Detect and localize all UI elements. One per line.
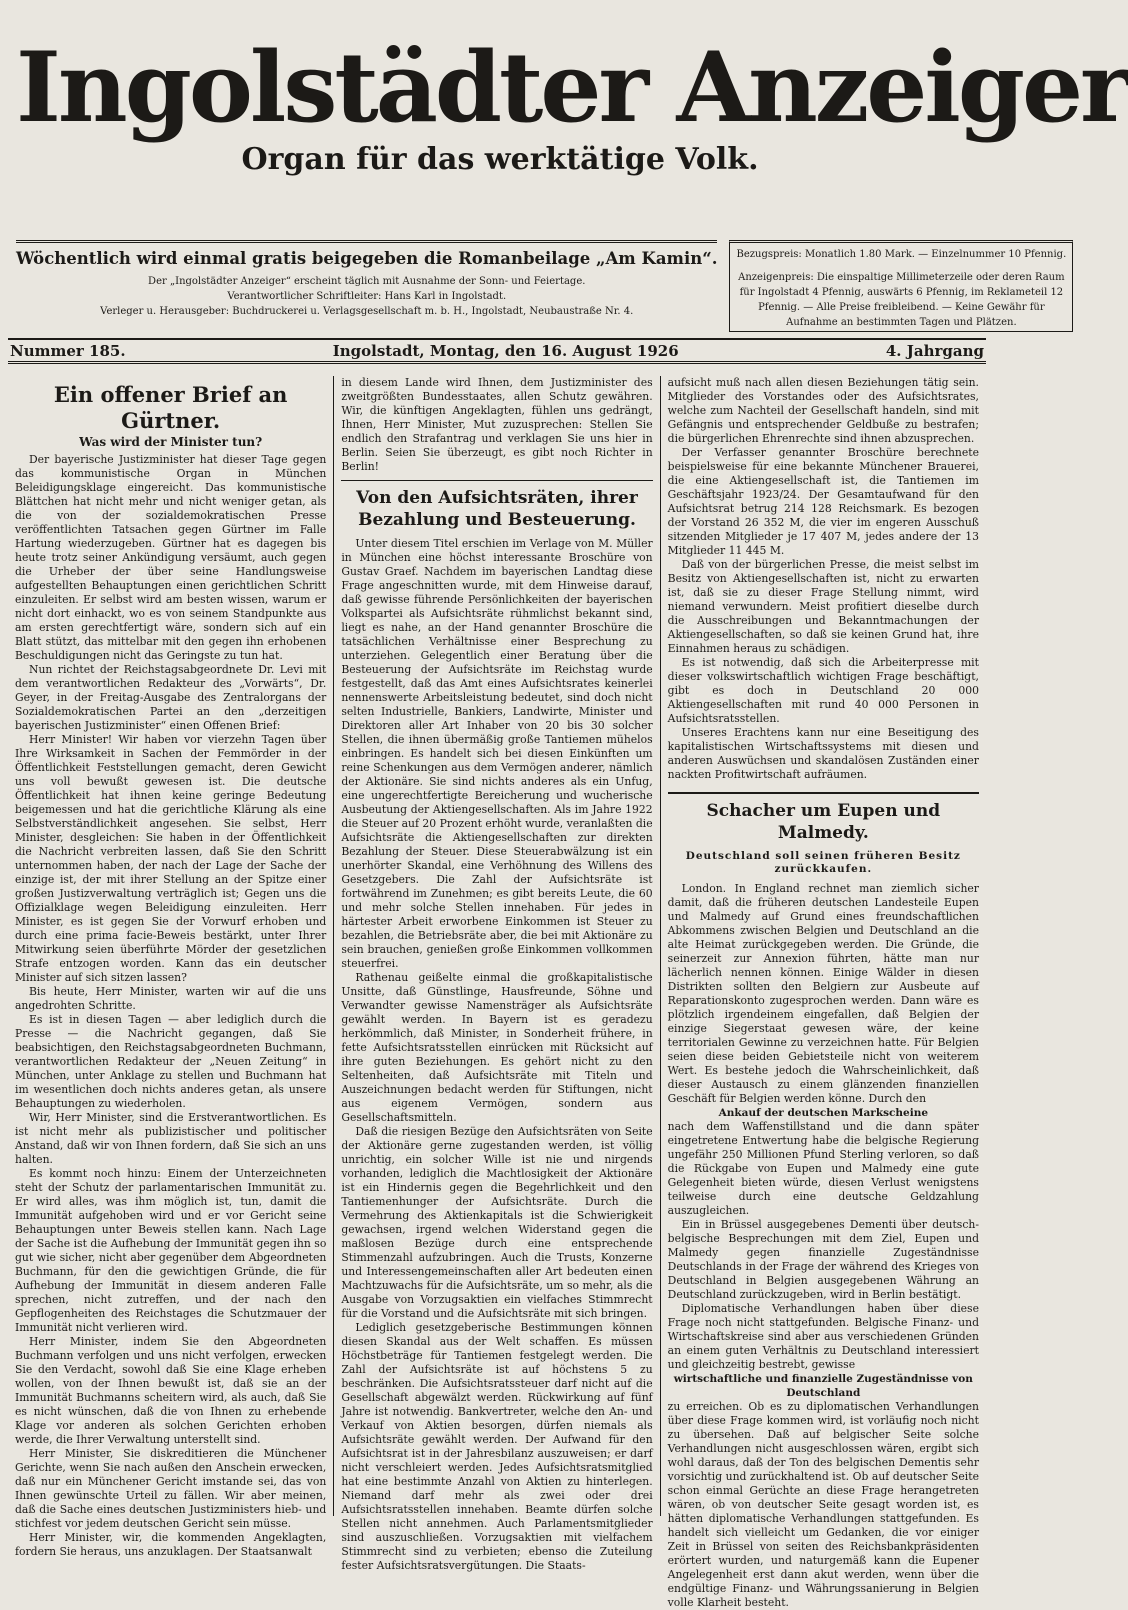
paragraph: Es ist notwendig, daß sich die Arbeiterpresse mit dieser volkswirtschaftlich wichtigen Frage beschäftigt, gibt es doch in Deutschland 20 000 Aktiengesellschaften mit rund 40 000 Personen in Aufsichtsratsstellen. <box>667 656 979 725</box>
editor-line: Verantwortlicher Schriftleiter: Hans Karl in Ingolstadt. <box>227 291 507 302</box>
paragraph: in diesem Lande wird Ihnen, dem Justizminister des zweitgrößten Bundesstaates, allen Schutz gewähren. Wir, die künftigen Angeklagten, fühlen uns gedrängt, Ihnen, Herr Minister, Mut zuzusprechen: Stellen Sie endlich den Strafantrag und verklagen Sie uns hier in Berlin. Seien Sie überzeugt, es gibt noch Richter in Berlin! <box>341 376 653 473</box>
issue-number: Nummer 185. <box>10 341 126 360</box>
column-3 <box>660 376 986 1609</box>
masthead <box>16 31 1128 177</box>
publisher-line: Verleger u. Herausgeber: Buchdruckerei u. Verlagsgesellschaft m. b. H., Ingolstadt, Neubaustraße Nr. 4. <box>100 306 634 317</box>
article-subhead: Was wird der Minister tun? <box>79 435 263 449</box>
info-row <box>16 240 1067 332</box>
divider <box>668 792 979 794</box>
column-2 <box>333 376 659 1572</box>
paragraph: Nun richtet der Reichstagsabgeordnete Dr. Levi mit dem verantwortlichen Redakteur des „Vorwärts“, Dr. Geyer, in der Freitag-Ausgabe des Zentralorgans der Sozialdemokratischen Partei an den „derzeitigen bayerischen Justizminister“ einen Offenen Brief: <box>15 663 327 732</box>
paragraph: Ein in Brüssel ausgegebenes Dementi über deutsch-belgische Besprechungen mit dem Ziel, Eupen und Malmedy gegen finanzielle Zugeständnisse Deutschlands in der Frage der während des Krieges von Deutschland in Belgien ausgegebenen Währung an Deutschland zurückzugeben, wird in Berlin bestätigt. <box>667 1218 979 1301</box>
publication-schedule: Der „Ingolstädter Anzeiger“ erscheint täglich mit Ausnahme der Sonn- und Feiertage. <box>148 276 586 287</box>
paragraph: Unseres Erachtens kann nur eine Beseitigung des kapitalistischen Wirtschaftssystems mit diesen und anderen Auswüchsen und skandalösen Zuständen einer nackten Profitwirtschaft aufräumen. <box>667 726 979 781</box>
issue-date: Ingolstadt, Montag, den 16. August 1926 <box>332 341 679 360</box>
paragraph: Herr Minister, indem Sie den Abgeordneten Buchmann verfolgen und uns nicht verfolgen, erwecken Sie den Verdacht, sowohl daß Sie eine Klage erheben wollen, von der Ihnen bewußt ist, daß sie an der Immunität Buchmanns scheitern wird, als auch, daß Sie es nicht wünschen, daß die von Ihnen zu erhebende Klage vor anderen als solchen Gerichten erhoben werde, die Ihrer Verwaltung unterstellt sind. <box>15 1335 327 1446</box>
dateline <box>8 338 986 364</box>
masthead-subtitle: Organ für das werktätige Volk. <box>241 142 759 177</box>
paragraph: Rathenau geißelte einmal die großkapitalistische Unsitte, daß Günstlinge, Hausfreunde, Söhne und Verwandter gewisse Namensträger als Aufsichtsräte gewählt werden. In Bayern ist es geradezu herkömmlich, daß Minister, in Sonderheit frühere, in fette Aufsichtsratsstellen einrücken mit Rücksicht auf ihre guten Beziehungen. Es gehört nicht zu den Seltenheiten, daß Aufsichtsräte mit Titeln und Auszeichnungen bedacht werden für Stiftungen, nicht aus eigenem Vermögen, sondern aus Gesellschaftsmitteln. <box>341 971 653 1124</box>
paragraph: Lediglich gesetzgeberische Bestimmungen können diesen Skandal aus der Welt schaffen. Es müssen Höchstbeträge für Tantiemen festgelegt werden. Die Zahl der Aufsichtsräte ist auf höchstens 5 zu beschränken. Die Aufsichtsratssteuer darf nicht auf die Gesellschaft abgewälzt werden. Rückwirkung auf fünf Jahre ist notwendig. Bankvertreter, welche den An- und Verkauf von Aktien besorgen, dürfen niemals als Aufsichtsräte gewählt werden. Der Aufwand für den Aufsichtsrat ist in der Jahresbilanz auszuweisen; er darf nicht verschleiert werden. Jedes Aufsichtsratsmitglied hat eine bestimmte Anzahl von Aktien zu hinterlegen. Niemand darf mehr als zwei oder drei Aufsichtsratsstellen innehaben. Beamte dürfen solche Stellen nicht annehmen. Auch Parlamentsmitglieder sind auszuschließen. Vorzugsaktien mit vielfachem Stimmrecht sind zu verbieten; ebenso die Zuteilung fester Aufsichtsratsvergütungen. Die Staats- <box>341 1321 653 1572</box>
volume-number: 4. Jahrgang <box>885 341 984 360</box>
paragraph: Herr Minister, Sie diskreditieren die Münchener Gerichte, wenn Sie nach außen den Anschein erwecken, daß nur ein Münchener Gericht imstande sei, das von Ihnen gewünschte Urteil zu fällen. Wir aber meinen, daß die Sache eines deutschen Justizministers hieb- und stichfest vor jedem deutschen Gericht sein müsse. <box>15 1447 327 1530</box>
paragraph: Der bayerische Justizminister hat dieser Tage gegen das kommunistische Organ in München Beleidigungsklage eingereicht. Das kommunistische Blättchen hat nicht mehr und nicht weniger getan, als die von der sozialdemokratischen Presse veröffentlichten Tatsachen gegen Gürtner im Falle Hartung wiederzugeben. Gürtner hat es dagegen bis heute trotz seiner Ankündigung versäumt, auch gegen die Urheber der über seine Handlungsweise aufgestellten Behauptungen einen gerichtlichen Schritt einzuleiten. Er selbst wird am besten wissen, warum er nicht dort einhackt, wo es von seinem Standpunkte aus am ersten gerechtfertigt wäre, sondern sich auf ein Blatt stützt, das mittelbar mit den gegen ihn erhobenen Beschuldigungen nicht das Geringste zu tun hat. <box>15 453 327 662</box>
divider <box>341 480 652 481</box>
article-headline-open-letter: Ein offener Brief an Gürtner. <box>53 382 288 433</box>
paragraph: Daß die riesigen Bezüge den Aufsichtsräten von Seite der Aktionäre gerne zugestanden werden, ist völlig unrichtig, ein solcher Wille ist nie und nirgends vorhanden, lediglich die Machtlosigkeit der Aktionäre ist ein Hindernis gegen die Begehrlichkeit und den Tantiemenhunger der Aufsichtsräte. Durch die Vermehrung des Aktienkapitals ist die Schwierigkeit gewachsen, irgend welchen Widerstand gegen die maßlosen Bezüge durch eine entsprechende Stimmenzahl aufzubringen. Auch die Trusts, Konzerne und Interessengemeinschaften aller Art bedeuten einen Machtzuwachs für die Aufsichtsräte, um so mehr, als die Ausgabe von Vorzugsaktien ein vielfaches Stimmrecht für die Vorstand und die Aufsichtsräte mit sich bringen. <box>341 1125 653 1320</box>
publisher-info <box>16 240 717 332</box>
paragraph: Unter diesem Titel erschien im Verlage von M. Müller in München eine höchst interessante Broschüre von Gustav Graef. Nachdem im bayerischen Landtag diese Frage angeschnitten wurde, mit dem Hinweise darauf, daß gewisse führende Persönlichkeiten der bayerischen Volkspartei als Aufsichtsräte rühmlichst bekannt sind, liegt es nahe, an der Hand genannter Broschüre die tatsächlichen Verhältnisse einer Besprechung zu unterziehen. Gelegentlich einer Beratung über die Besteuerung der Aufsichtsräte im Reichstag wurde festgestellt, daß das Amt eines Aufsichtsrates keinerlei nennenswerte Arbeitsleistung bedeutet, sind doch nicht selten Industrielle, Bankiers, Landwirte, Minister und Direktoren aller Art Inhaber von 20 bis 30 solcher Stellen, die ihnen übermäßig große Tantiemen mühelos einbringen. Es handelt sich bei diesen Einkünften um reine Schenkungen aus dem Vermögen anderer, nämlich der Aktionäre. Sie sind nichts anderes als ein Unfug, eine ungerechtfertigte Bereicherung und wucherische Ausbeutung der Aktiengesellschaften. Als im Jahre 1922 die Steuer auf 20 Prozent erhöht wurde, veranlaßten die Aufsichtsräte die Aktiengesellschaften zur direkten Bezahlung der Steuer. Diese Steuerabwälzung ist ein unerhörter Skandal, eine Verhöhnung des Willens des Gesetzgebers. Die Zahl der Aufsichtsräte ist fortwährend im Zunehmen; es gibt bereits Leute, die 60 und mehr solche Stellen innehaben. Für jedes in härtester Arbeit erworbene Einkommen ist Steuer zu bezahlen, die Betriebsräte aber, die bei mit Aktionäre zu sein brauchen, genießen große Einkommen vollkommen steuerfrei. <box>341 537 653 970</box>
paragraph: Wir, Herr Minister, sind die Erstverantwortlichen. Es ist nicht mehr als publizistischer und politischer Anstand, daß wir von Ihnen fordern, daß Sie sich an uns halten. <box>15 1111 327 1166</box>
inline-subhead: Ankauf der deutschen Markscheine <box>718 1107 929 1119</box>
article-headline-aufsichtsraete: Von den Aufsichtsräten, ihrer Bezahlung und Besteuerung. <box>356 488 638 530</box>
advertising-price: Anzeigenpreis: Die einspaltige Millimeterzeile oder deren Raum für Ingolstadt 4 Pfennig, auswärts 6 Pfennig, im Reklameteil 12 Pfennig. — Alle Preise freibleibend. — Keine Gewähr für Aufnahme an bestimmten Tagen und Plätzen. <box>738 272 1065 328</box>
price-info <box>729 240 1073 332</box>
article-columns <box>8 376 986 1609</box>
paragraph: aufsicht muß nach allen diesen Beziehungen tätig sein. Mitglieder des Vorstandes oder des Aufsichtsrates, welche zum Nachteil der Gesellschaft handeln, sind mit Gefängnis und entsprechender Geldbuße zu bestrafen; die bürgerlichen Ehrenrechte sind ihnen abzusprechen. <box>667 376 979 445</box>
paragraph: Es kommt noch hinzu: Einem der Unterzeichneten steht der Schutz der parlamentarischen Immunität zu. Er wird alles, was ihm möglich ist, tun, damit die Immunität aufgehoben wird und er vor Gericht seine Behauptungen unter Beweis stellen kann. Nach Lage der Sache ist die Aufhebung der Immunität gegen ihn so gut wie sicher, nicht aber gegenüber dem Abgeordneten Buchmann, für den die gewichtigen Gründe, die für Aufhebung der Immunität in diesem anderen Falle sprechen, nicht zutreffen, und der nach den Gepflogenheiten des Reichstages die Schutzmauer der Immunität nicht verlieren wird. <box>15 1167 327 1334</box>
paragraph: Herr Minister! Wir haben vor vierzehn Tagen über Ihre Wirksamkeit in Sachen der Femmörder in der Öffentlichkeit Feststellungen gemacht, deren Gewicht uns voll bewußt gewesen ist. Die deutsche Öffentlichkeit hat ihnen keine geringe Bedeutung beigemessen und hat die gerichtliche Klärung als eine Selbstverständlichkeit angesehen. Sie selbst, Herr Minister, desgleichen: Sie haben in der Öffentlichkeit die Nachricht verbreiten lassen, daß Sie den Schritt unternommen haben, der nach der Lage der Sache der einzige ist, der mit ihrer Stellung an der Spitze einer großen Justizverwaltung verträglich ist; Gegen uns die Offizialklage wegen Beleidigung einzuleiten. Herr Minister, es ist gegen Sie der Vorwurf erhoben und durch eine prima facie-Beweis bestärkt, unter Ihrer Mitwirkung seien überführte Mörder der gesetzlichen Strafe entzogen worden. Kann das ein deutscher Minister auf sich sitzen lassen? <box>15 733 327 984</box>
paragraph: Daß von der bürgerlichen Presse, die meist selbst im Besitz von Aktiengesellschaften ist, nicht zu erwarten ist, daß sie zu dieser Frage Stellung nimmt, wird niemand verwundern. Meist profitiert dieselbe durch die Ausschreibungen und Bekanntmachungen der Aktiengesellschaften, so daß sie keinen Grund hat, ihre Einnahmen heraus zu schädigen. <box>667 558 979 655</box>
paragraph: Der Verfasser genannter Broschüre berechnete beispielsweise für eine bekannte Münchener Brauerei, die eine Aktiengesellschaft ist, die Tantiemen im Geschäftsjahr 1923/24. Der Gesamtaufwand für den Aufsichtsrat betrug 214 128 Reichsmark. Es bezogen der Vorstand 26 352 M, die vier im engeren Ausschuß sitzenden Mitglieder je 17 407 M, jedes andere der 13 Mitglieder 11 445 M. <box>667 446 979 557</box>
column-1 <box>8 376 333 1558</box>
paragraph: nach dem Waffenstillstand und die dann später eingetretene Entwertung habe die belgische Regierung ungefähr 250 Millionen Pfund Sterling verloren, so daß die Rückgabe von Eupen und Malmedy eine gute Gelegenheit bieten würde, diesen Verlust wenigstens teilweise durch eine deutsche Geldzahlung auszugleichen. <box>667 1120 979 1217</box>
subscription-price: Bezugspreis: Monatlich 1.80 Mark. — Einzelnummer 10 Pfennig. <box>736 249 1067 260</box>
supplement-notice: Wöchentlich wird einmal gratis beigegeben die Romanbeilage „Am Kamin“. <box>16 249 718 268</box>
article-subhead: Deutschland soll seinen früheren Besitz zurückkaufen. <box>685 850 961 875</box>
masthead-title: Ingolstädter Anzeiger <box>16 31 1128 144</box>
paragraph: London. In England rechnet man ziemlich sicher damit, daß die früheren deutschen Landesteile Eupen und Malmedy auf Grund eines freundschaftlichen Abkommens zwischen Belgien und Deutschland an die alte Heimat zurückgegeben werden. Die Gründe, die seinerzeit zur Annexion führten, hätte man nur lächerlich nennen können. Einige Wälder in diesen Distrikten sollten den Belgiern zur Ausbeute auf Reparationskonto zugesprochen werden. Dann wäre es plötzlich irgendeinem eingefallen, daß Belgien der einzige Siegerstaat gewesen wäre, der keine territorialen Gewinne zu verzeichnen hatte. Für Belgien seien diese beiden Gebietsteile nicht von weiterem Wert. Es bestehe jedoch die Wahrscheinlichkeit, daß dieser Austausch zu einem glänzenden finanziellen Geschäft für Belgien werden könne. Durch den <box>667 882 979 1105</box>
paragraph: Bis heute, Herr Minister, warten wir auf die uns angedrohten Schritte. <box>15 985 327 1012</box>
paragraph: Es ist in diesen Tagen — aber lediglich durch die Presse — die Nachricht gegangen, daß Sie beabsichtigen, den Reichstagsabgeordneten Buchmann, verantwortlichen Redakteur der „Neuen Zeitung“ in München, unter Anklage zu stellen und Buchmann hat im wesentlichen doch nichts anderes getan, als unsere Behauptungen zu wiederholen. <box>15 1013 327 1110</box>
article-headline-eupen-malmedy: Schacher um Eupen und Malmedy. <box>706 801 941 843</box>
inline-subhead: wirtschaftliche und finanzielle Zugeständnisse von Deutschland <box>673 1373 973 1399</box>
paragraph: zu erreichen. Ob es zu diplomatischen Verhandlungen über diese Frage kommen wird, ist vorläufig noch nicht zu übersehen. Daß auf belgischer Seite solche Verhandlungen nicht ausgeschlossen wären, ergibt sich wohl daraus, daß der Ton des belgischen Dementis sehr vorsichtig und zurückhaltend ist. Ob auf deutscher Seite schon einmal Gerüchte an diese Frage herangetreten wären, ob von deutscher Seite gesagt worden ist, es hätten diplomatische Verhandlungen stattgefunden. Es handelt sich vielleicht um Gedanken, die vor einiger Zeit in Brüssel von seiten des Reichsbankpräsidenten erörtert wurden, und naturgemäß kann die Eupener Angelegenheit erst dann akut werden, wenn über die endgültige Finanz- und Währungssanierung in Belgien volle Klarheit besteht. <box>667 1400 979 1609</box>
paragraph: Herr Minister, wir, die kommenden Angeklagten, fordern Sie heraus, uns anzuklagen. Der Staatsanwalt <box>15 1531 327 1558</box>
paragraph: Diplomatische Verhandlungen haben über diese Frage noch nicht stattgefunden. Belgische Finanz- und Wirtschaftskreise sind aber aus verschiedenen Gründen an einem guten Verhältnis zu Deutschland interessiert und gleichzeitig bestrebt, gewisse <box>667 1302 979 1371</box>
